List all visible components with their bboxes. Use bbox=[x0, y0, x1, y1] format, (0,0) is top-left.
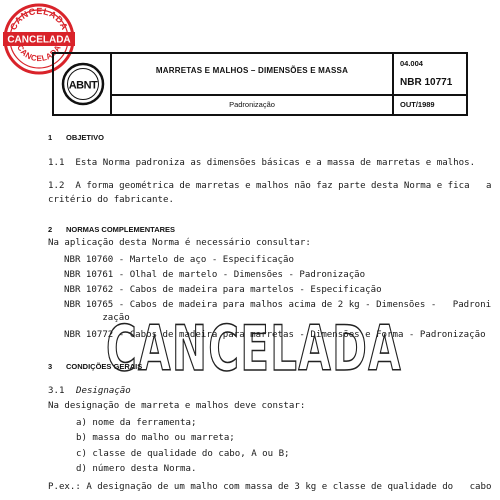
references-intro: Na aplicação desta Norma é necessário consultar: bbox=[48, 238, 311, 248]
document-header bbox=[52, 52, 468, 116]
paragraph-1-2-cont: critério do fabricante. bbox=[48, 195, 174, 205]
document-date: OUT/1989 bbox=[400, 100, 435, 109]
document-title: MARRETAS E MALHOS – DIMENSÕES E MASSA bbox=[155, 66, 349, 75]
reference-item: NBR 10765 - Cabos de madeira para malhos acima de 2 kg - Dimensões - Padroni bbox=[64, 300, 492, 310]
designation-item: a) nome da ferramenta; bbox=[76, 418, 197, 428]
section-number: 2 bbox=[48, 225, 53, 234]
designation-item: d) número desta Norma. bbox=[76, 464, 197, 474]
standard-number: NBR 10771 bbox=[400, 77, 453, 88]
section-title: OBJETIVO bbox=[66, 133, 104, 142]
paragraph-1-2: 1.2 A forma geométrica de marretas e malhos não faz parte desta Norma e fica a bbox=[48, 181, 492, 191]
section-title: NORMAS COMPLEMENTARES bbox=[66, 225, 176, 234]
reference-item: NBR 10760 - Martelo de aço - Especificação bbox=[64, 255, 294, 265]
reference-item: NBR 10772 - Cabos de madeira para marretas - Dimensões e Forma - Padronização bbox=[64, 330, 486, 340]
svg-text:CANCELADA bbox=[8, 6, 70, 32]
designation-intro: Na designação de marreta e malhos deve constar: bbox=[48, 401, 306, 411]
subsection-number: 3.1 bbox=[48, 386, 65, 396]
cancelada-watermark bbox=[104, 316, 404, 378]
paragraph-1-1: 1.1 Esta Norma padroniza as dimensões básicas e a massa de marretas e malhos. bbox=[48, 158, 476, 168]
header-divider bbox=[110, 94, 466, 96]
seal-text-bottom: CANCELADA bbox=[15, 43, 63, 64]
reference-item-cont: zação bbox=[64, 313, 130, 323]
reference-item: NBR 10761 - Olhal de martelo - Dimensões - Padronização bbox=[64, 270, 366, 280]
document-subtitle: Padronização bbox=[229, 100, 275, 109]
reference-item: NBR 10762 - Cabos de madeira para martelos - Especificação bbox=[64, 285, 382, 295]
section-number: 1 bbox=[48, 133, 53, 142]
subsection-title: Designação bbox=[76, 386, 131, 396]
header-divider bbox=[392, 54, 394, 114]
seal-text-top: CANCELADA bbox=[8, 5, 70, 32]
document-code: 04.004 bbox=[400, 59, 423, 68]
designation-item: b) massa do malho ou marreta; bbox=[76, 433, 235, 443]
cancelada-watermark-text: CANCELADA bbox=[106, 316, 402, 378]
example-text: P.ex.: A designação de um malho com massa de 3 kg e classe de qualidade do cabo bbox=[48, 482, 492, 492]
abnt-logo bbox=[60, 60, 106, 108]
seal-band-text: CANCELADA bbox=[7, 34, 71, 46]
abnt-logo-text: ABNT bbox=[68, 79, 98, 92]
section-number: 3 bbox=[48, 362, 53, 371]
designation-item: c) classe de qualidade do cabo, A ou B; bbox=[76, 449, 290, 459]
section-title: CONDIÇÕES GERAIS bbox=[66, 362, 143, 371]
